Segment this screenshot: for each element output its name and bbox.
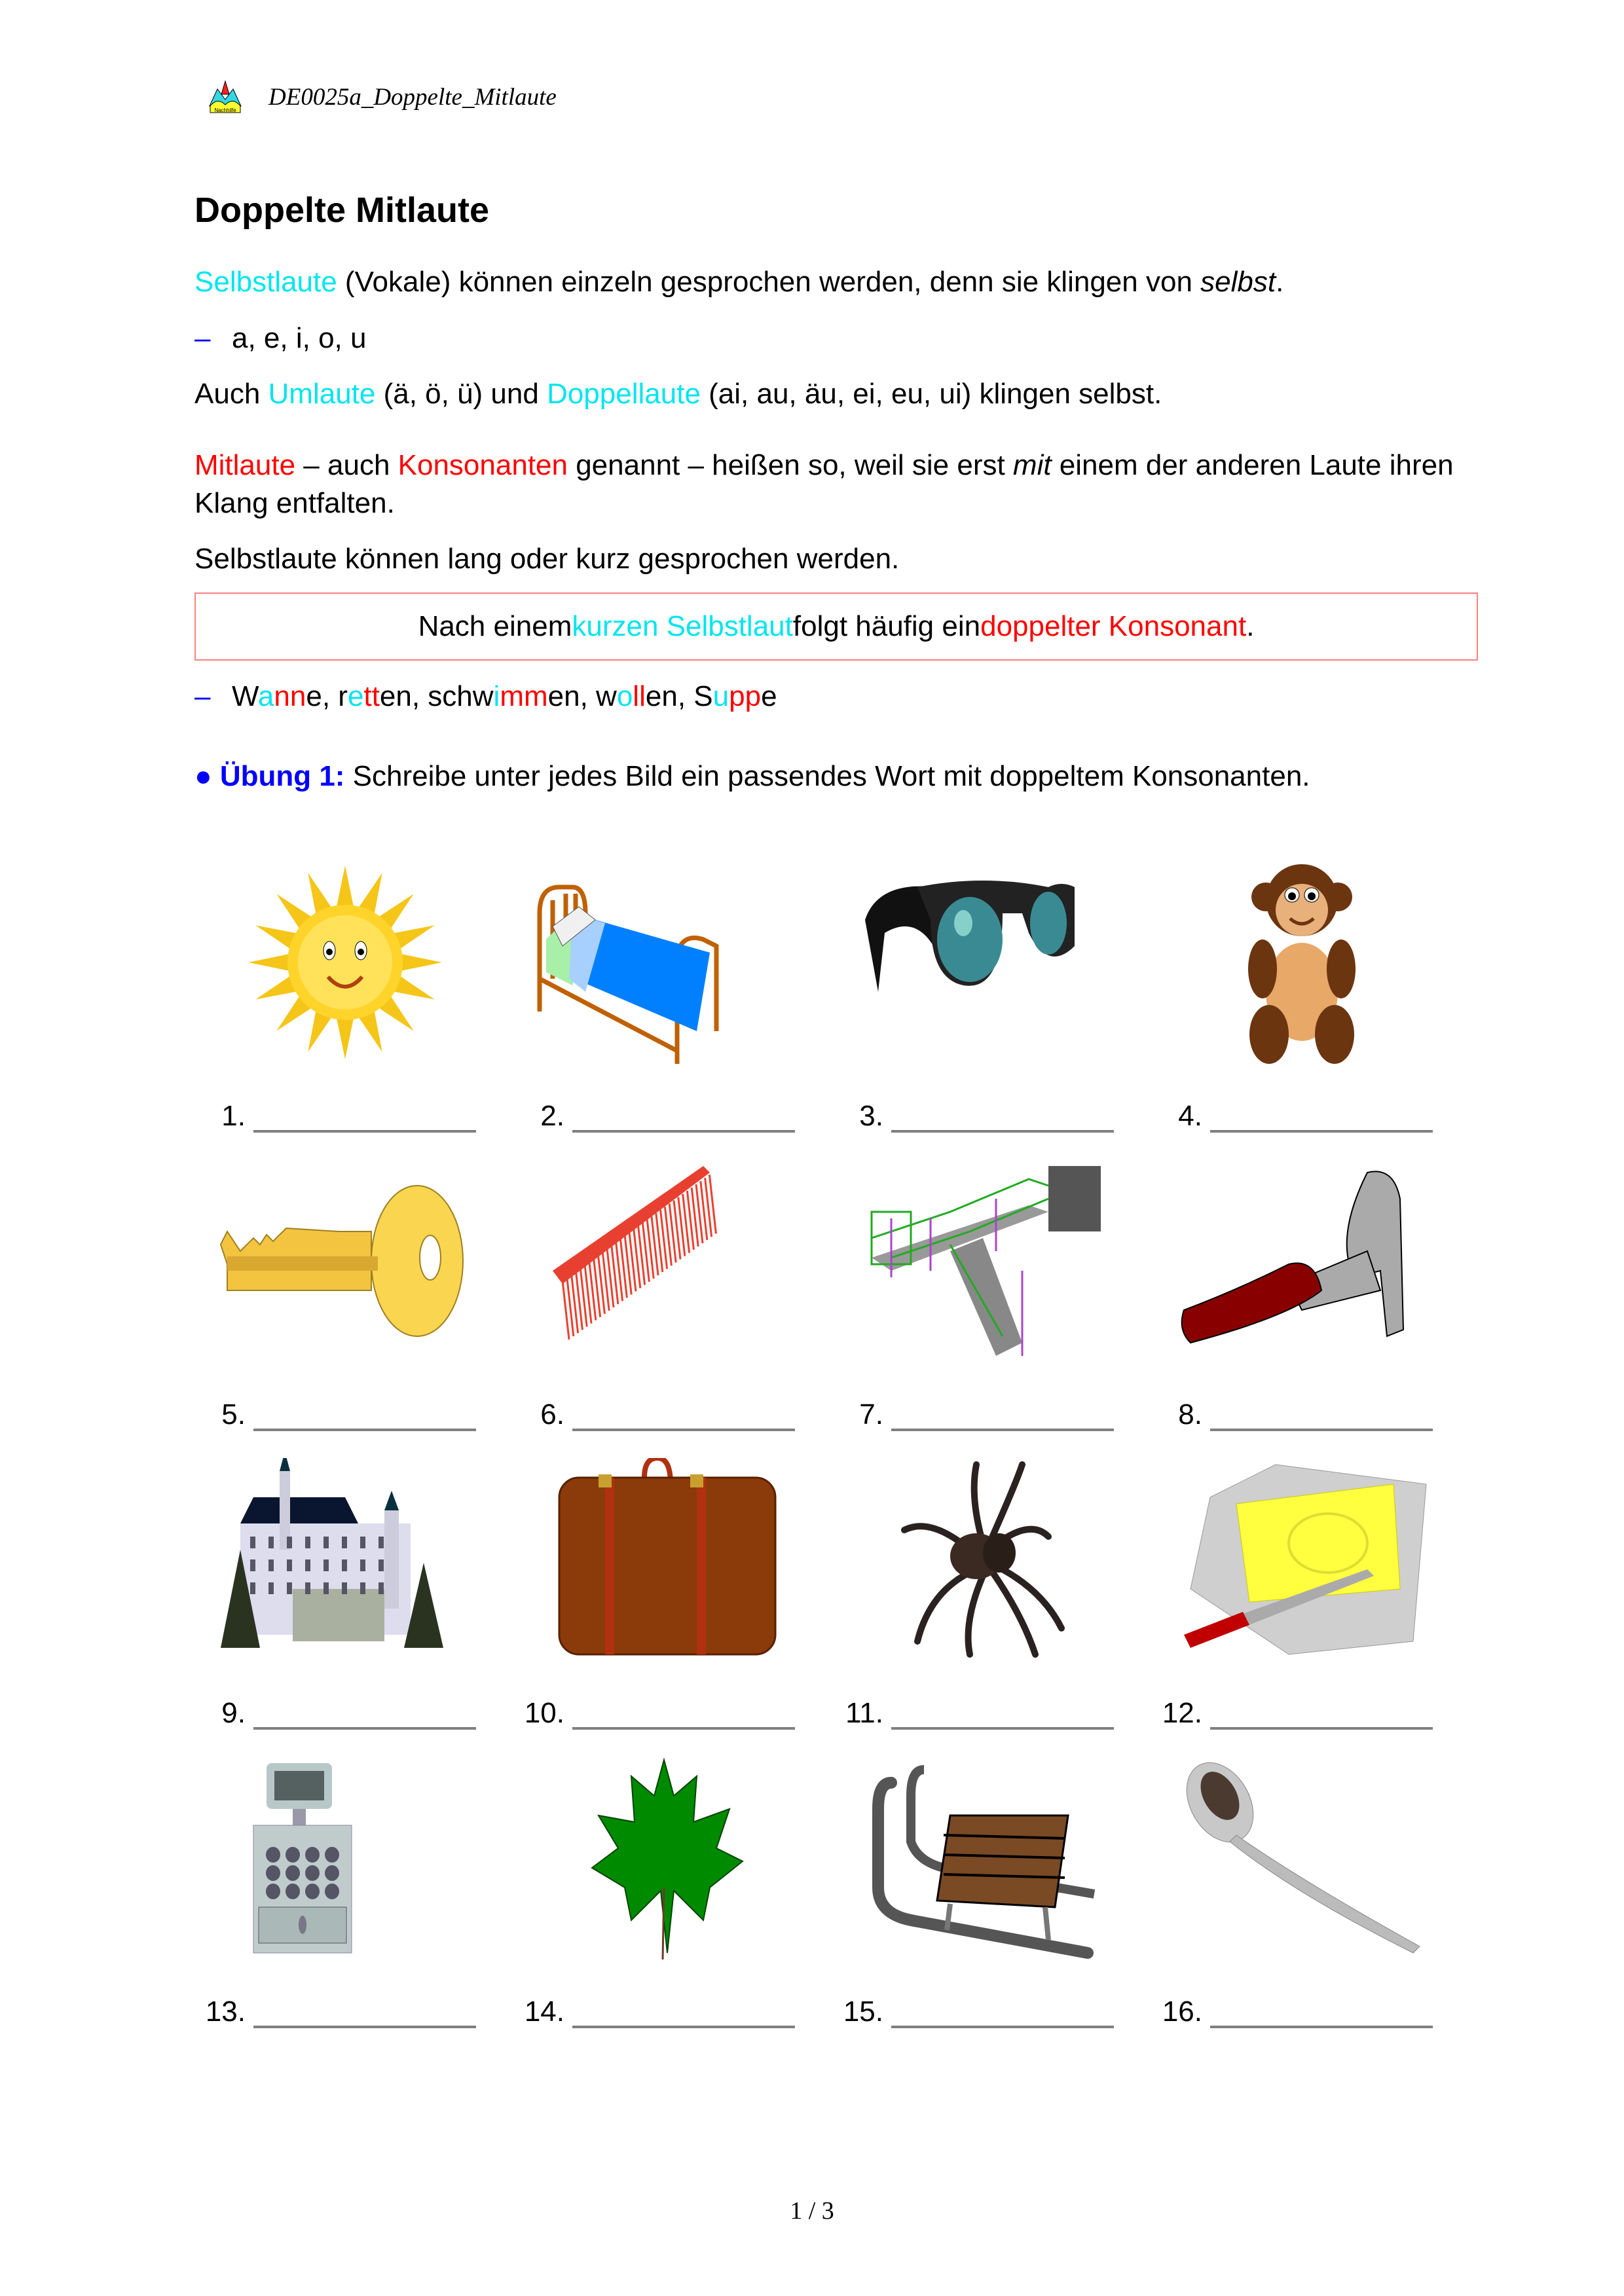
intro-paragraph-umlaute xyxy=(194,375,1478,413)
term-doppellaute: Doppellaute xyxy=(547,378,701,410)
example-word xyxy=(338,680,412,712)
intro-paragraph-vowels xyxy=(194,263,1478,301)
answer-blank[interactable] xyxy=(253,1392,476,1431)
letters: S xyxy=(693,680,713,712)
text: Auch xyxy=(194,378,268,410)
intro-paragraph-length: Selbstlaute können lang oder kurz gesprochen werden. xyxy=(194,543,900,575)
text: (ä, ö, ü) und xyxy=(375,378,547,410)
text: – auch xyxy=(295,449,398,481)
term-mitlaute: Mitlaute xyxy=(194,449,296,481)
answer-blank[interactable] xyxy=(253,1989,476,2028)
answer-blank[interactable] xyxy=(572,1093,795,1133)
list-dash: – xyxy=(194,680,211,712)
letters: e xyxy=(306,680,322,712)
item-number: 3. xyxy=(859,1100,883,1132)
item-number: 1. xyxy=(221,1100,246,1132)
letters: W xyxy=(232,680,258,712)
letters: schw xyxy=(428,680,494,712)
letters: en xyxy=(645,680,678,712)
exercise-item xyxy=(194,851,515,1150)
answer-row xyxy=(832,1989,1140,2028)
answer-blank[interactable] xyxy=(1210,1093,1433,1133)
exercise-item xyxy=(832,1150,1153,1448)
answer-blank[interactable] xyxy=(572,1392,795,1431)
butter-icon xyxy=(1171,1458,1433,1661)
exercise-item xyxy=(1151,1150,1472,1448)
exercise-item xyxy=(1151,1448,1472,1747)
item-number: 2. xyxy=(540,1100,564,1132)
exercise-item xyxy=(1151,851,1472,1150)
answer-row xyxy=(513,1093,821,1133)
intro-paragraph-mitlaute xyxy=(194,446,1478,522)
leaf-icon xyxy=(533,1757,795,1959)
double-consonant: tt xyxy=(363,680,380,712)
item-number: 8. xyxy=(1178,1398,1202,1430)
short-vowel: e xyxy=(347,680,364,712)
exercise-label: Übung 1: xyxy=(219,760,345,792)
monkey-icon xyxy=(1171,861,1433,1064)
exercise-item xyxy=(194,1448,515,1747)
document-id: DE0025a_Doppelte_Mitlaute xyxy=(268,83,557,111)
sled-icon xyxy=(852,1757,1114,1959)
answer-row xyxy=(194,1392,502,1431)
item-number: 9. xyxy=(221,1697,246,1729)
exercise-text: Schreibe unter jedes Bild ein passendes Wort mit doppeltem Konsonanten. xyxy=(344,760,1310,792)
short-vowel: u xyxy=(712,680,729,712)
emphasis: selbst xyxy=(1200,266,1276,298)
example-word-list: Wanne, retten, schwimmen, wollen, Suppe xyxy=(232,680,777,712)
answer-row xyxy=(1151,1392,1459,1431)
example-word xyxy=(232,680,322,712)
text: (Vokale) können einzeln gesprochen werden, denn sie klingen von xyxy=(337,266,1201,298)
letters: en xyxy=(379,680,412,712)
term-selbstlaute: Selbstlaute xyxy=(194,266,337,298)
answer-blank[interactable] xyxy=(1210,1989,1433,2028)
short-vowel: a xyxy=(257,680,274,712)
double-consonant: nn xyxy=(274,680,306,712)
page-title: Doppelte Mitlaute xyxy=(194,191,490,230)
answer-row xyxy=(832,1690,1140,1730)
example-word xyxy=(693,680,777,712)
term-short-vowel: kurzen Selbstlaut xyxy=(572,610,793,642)
castle-icon xyxy=(214,1458,476,1661)
item-number: 16. xyxy=(1162,1995,1202,2028)
item-number: 7. xyxy=(859,1398,883,1430)
answer-blank[interactable] xyxy=(891,1392,1114,1431)
answer-row xyxy=(513,1392,821,1431)
exercise-item xyxy=(832,1448,1153,1747)
example-words xyxy=(194,678,1478,716)
letters: r xyxy=(338,680,348,712)
answer-blank[interactable] xyxy=(253,1093,476,1133)
item-number: 5. xyxy=(221,1398,246,1430)
answer-blank[interactable] xyxy=(1210,1690,1433,1730)
exercise-item xyxy=(194,1747,515,2045)
exercise-item xyxy=(194,1150,515,1448)
item-number: 13. xyxy=(205,1995,246,2028)
vowels-text: a, e, i, o, u xyxy=(232,322,367,354)
answer-blank[interactable] xyxy=(891,1690,1114,1730)
sun-icon xyxy=(214,861,476,1064)
page-number: 1 / 3 xyxy=(790,2197,834,2225)
example-word xyxy=(596,680,678,712)
answer-row xyxy=(194,1690,502,1730)
emphasis: mit xyxy=(1012,449,1052,481)
bed-icon xyxy=(533,861,795,1064)
answer-blank[interactable] xyxy=(891,1093,1114,1133)
text: . xyxy=(1246,610,1255,642)
exercise-item xyxy=(1151,1747,1472,2045)
answer-row xyxy=(513,1690,821,1730)
letters: e xyxy=(761,680,777,712)
answer-row xyxy=(1151,1989,1459,2028)
term-umlaute: Umlaute xyxy=(268,378,376,410)
letters: en xyxy=(547,680,580,712)
vowel-list xyxy=(194,319,1478,357)
answer-row xyxy=(832,1392,1140,1431)
item-number: 15. xyxy=(843,1995,883,2028)
short-vowel: o xyxy=(616,680,633,712)
answer-blank[interactable] xyxy=(1210,1392,1433,1431)
answer-blank[interactable] xyxy=(572,1690,795,1730)
text: (ai, au, äu, ei, eu, ui) klingen selbst. xyxy=(700,378,1162,410)
answer-row xyxy=(1151,1093,1459,1133)
text: folgt häufig ein xyxy=(792,610,981,642)
item-number: 4. xyxy=(1178,1100,1202,1132)
item-number: 11. xyxy=(845,1697,883,1729)
list-dash: – xyxy=(194,322,211,354)
example-word xyxy=(428,680,580,712)
letters: w xyxy=(596,680,617,712)
rule-box xyxy=(194,592,1478,661)
text: einem der anderen Laute ihren Klang entfalten. xyxy=(194,449,1454,519)
short-vowel: i xyxy=(493,680,500,712)
exercise-instruction xyxy=(194,757,1478,795)
nachhilfe-logo-icon xyxy=(208,80,242,114)
answer-blank[interactable] xyxy=(253,1690,476,1730)
sunglasses-icon xyxy=(852,861,1114,1064)
answer-row xyxy=(194,1989,502,2028)
text: Nach einem xyxy=(418,610,572,642)
hammer-icon xyxy=(1171,1159,1433,1362)
key-icon xyxy=(214,1159,476,1362)
exercise-item xyxy=(513,1747,834,2045)
answer-row xyxy=(194,1093,502,1133)
item-number: 6. xyxy=(540,1398,564,1430)
item-number: 12. xyxy=(1162,1697,1202,1729)
term-double-consonant: doppelter Konsonant xyxy=(980,610,1247,642)
exercise-item xyxy=(513,851,834,1150)
spoon-icon xyxy=(1171,1757,1433,1959)
page-header xyxy=(208,77,557,117)
exercise-item xyxy=(513,1150,834,1448)
answer-row xyxy=(832,1093,1140,1133)
stairs-icon xyxy=(852,1159,1114,1362)
term-konsonanten: Konsonanten xyxy=(397,449,568,481)
text: . xyxy=(1276,266,1284,298)
answer-blank[interactable] xyxy=(572,1989,795,2028)
svg-text:Nachhilfe: Nachhilfe xyxy=(214,107,236,113)
exercise-item xyxy=(513,1448,834,1747)
comb-icon xyxy=(533,1159,795,1362)
answer-row xyxy=(1151,1690,1459,1730)
double-consonant: ll xyxy=(633,680,646,712)
item-number: 14. xyxy=(524,1995,564,2028)
exercise-bullet-icon: ● xyxy=(194,760,212,792)
text: genannt – heißen so, weil sie erst xyxy=(567,449,1013,481)
double-consonant: pp xyxy=(729,680,762,712)
item-number: 10. xyxy=(524,1697,564,1729)
double-consonant: mm xyxy=(500,680,548,712)
exercise-item xyxy=(832,851,1153,1150)
answer-blank[interactable] xyxy=(891,1989,1114,2028)
cash-register-icon xyxy=(214,1757,476,1959)
answer-row xyxy=(513,1989,821,2028)
suitcase-icon xyxy=(533,1458,795,1661)
exercise-item xyxy=(832,1747,1153,2045)
spider-icon xyxy=(852,1458,1114,1661)
